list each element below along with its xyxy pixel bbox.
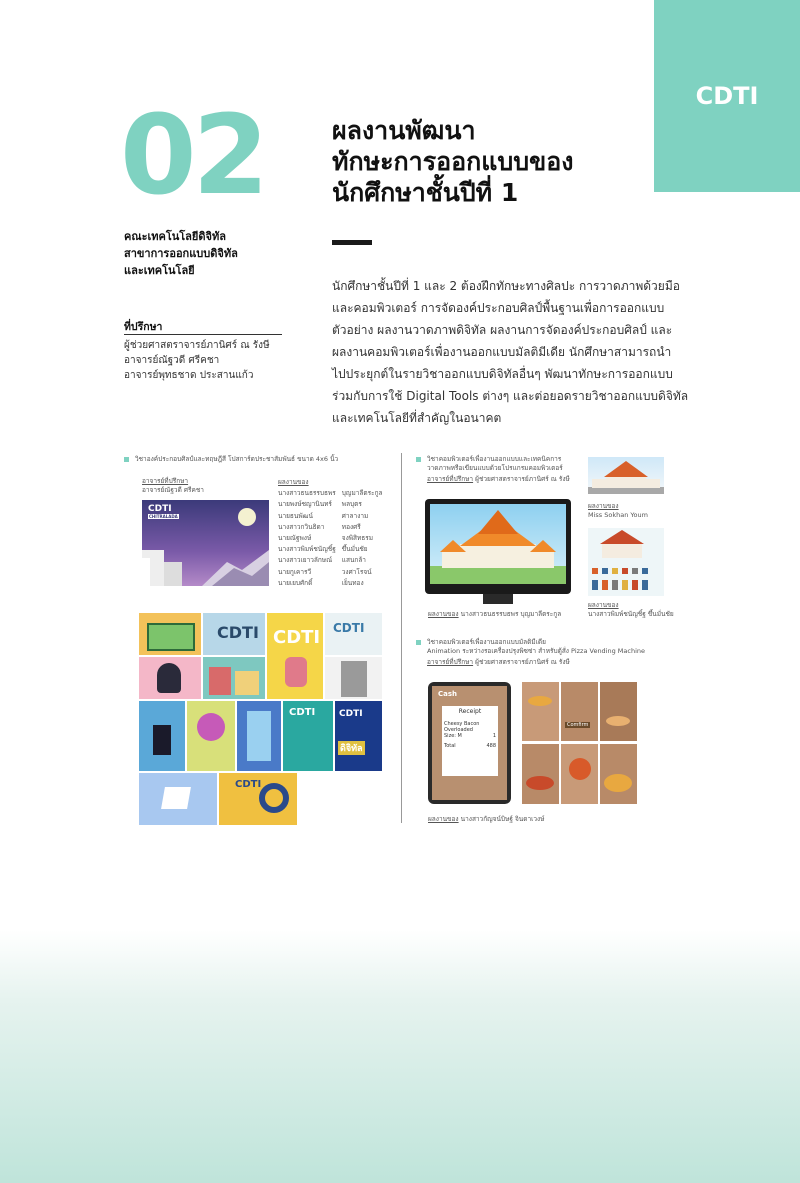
temple-elements-image <box>588 528 664 596</box>
right-bottom-caption: วิชาคอมพิวเตอร์เพื่องานออกแบบมัลติมีเดีย Animation ระหว่างรอเครื่องปรุงพิซซ่า สำหรับตู้สั่ง Pizza Vending Machine อาจารย์ที่ปรึกษา ผู้ช่วยศาสตราจารย์ภานิศร์ ณ รังษี <box>416 638 645 667</box>
title-line-3: นักศึกษาชั้นปีที่ 1 <box>332 178 519 207</box>
body-line: ผลงานคอมพิวเตอร์เพื่องานออกแบบมัลติมีเดีย นักศึกษาสามารถนำ <box>332 345 672 359</box>
monitor-image <box>425 499 571 594</box>
poster-collage <box>139 613 382 825</box>
advisor-name: อาจารย์ณัฐวดี ศรีคชา <box>124 355 220 366</box>
frame-tile <box>522 682 559 741</box>
poster-tile <box>187 701 235 771</box>
left-advisor <box>142 477 204 495</box>
temple-small-image <box>588 457 664 494</box>
monitor-stand <box>483 594 513 604</box>
advisor-name: อาจารย์พุทธชาด ประสานแก้ว <box>124 370 254 381</box>
poster-tile <box>139 613 201 655</box>
poster-tile: CDTI <box>325 613 382 655</box>
faculty-line-3: และเทคโนโลยี <box>124 264 195 277</box>
left-works-label: ผลงานของ <box>278 478 309 486</box>
title-underline <box>332 240 372 245</box>
tablet-image <box>428 682 511 804</box>
frame-tile <box>561 744 598 804</box>
body-line: ตัวอย่าง ผลงานวาดภาพดิจิทัล ผลงานการจัดองค์ประกอบศิลป์ และ <box>332 323 673 337</box>
section-number: 02 <box>120 91 266 219</box>
poster-tile: CDTI <box>203 613 265 655</box>
body-line: และเทคโนโลยีที่สำคัญในอนาคต <box>332 411 502 425</box>
frame-tile <box>522 744 559 804</box>
advisors-heading: ที่ปรึกษา <box>124 321 163 333</box>
poster-tile <box>203 657 265 699</box>
cdti-logo: CDTI CHITRALADA <box>148 504 178 519</box>
poster-tile: CDTI ดิจิทัล <box>335 701 382 771</box>
poster-tile <box>325 657 382 699</box>
title-line-2: ทักษะการออกแบบของ <box>332 147 574 176</box>
receipt-paper: Receipt Cheesy Bacon Overloaded Size: M 1 Total 488 <box>442 706 498 776</box>
frame-tile: Comfirm <box>561 682 598 741</box>
advisor-name: ผู้ช่วยศาสตราจารย์ภานิศร์ ณ รังษี <box>124 340 270 351</box>
body-line: นักศึกษาชั้นปีที่ 1 และ 2 ต้องฝึกทักษะทางศิลปะ การวาดภาพด้วยมือ <box>332 279 680 293</box>
animation-frames <box>522 682 637 804</box>
bullet-square-icon <box>124 457 129 462</box>
right-top-works: ผลงานของ นางสาวธนธรรบธพร บุญมาลีตระกูล <box>428 610 562 618</box>
right-top-advisor-name: ผู้ช่วยศาสตราจารย์ภานิศร์ ณ รังษี <box>475 475 570 483</box>
poster-tile <box>139 657 201 699</box>
bullet-square-icon <box>416 640 421 645</box>
night-postcard-image <box>142 500 269 586</box>
frame-tile <box>600 682 637 741</box>
poster-tile <box>139 773 217 825</box>
faculty-line-2: สาขาการออกแบบดิจิทัล <box>124 247 238 260</box>
body-paragraph <box>332 275 689 429</box>
side1-works: ผลงานของ Miss Sokhan Youm <box>588 502 648 519</box>
left-project-caption <box>124 455 338 464</box>
left-advisor-name: อาจารย์ณัฐวดี ศรีคชา <box>142 486 204 494</box>
poster-tile: CDTI <box>219 773 297 825</box>
side2-works: ผลงานของ นางสาวพิมพ์ชนัญชิ์ฐ ขึ้นมั่นชัย <box>588 601 674 618</box>
temple-illustration <box>430 504 566 584</box>
title-line-1: ผลงานพัฒนา <box>332 116 476 145</box>
body-line: ไปประยุกต์ในรายวิชาออกแบบดิจิทัลอื่นๆ พัฒนาทักษะการออกแบบ <box>332 367 673 381</box>
right-top-caption: วิชาคอมพิวเตอร์เพื่องานออกแบบและเทคนิคการ วาดภาพหรือเขียนแบบด้วยโปรแกรมคอมพิวเตอร์ อาจารย์ที่ปรึกษา ผู้ช่วยศาสตราจารย์ภานิศร์ ณ รังษี <box>416 455 570 484</box>
advisors-divider <box>124 334 282 335</box>
page-title <box>332 115 632 208</box>
bullet-square-icon <box>416 457 421 462</box>
left-works-students <box>278 477 383 589</box>
left-advisor-label: อาจารย์ที่ปรึกษา <box>142 477 189 485</box>
right-top-advisor-label: อาจารย์ที่ปรึกษา <box>427 475 474 483</box>
students-first-names: นางสาวธนธรรบธพร นายพงษ์ชญานินทร์ นายธนพัฒน์ นางสาวกวินธิดา นายณัฐพงษ์ นางสาวพิมพ์ชนัญชิ์ฐ นางสาวเยาวลักษณ์ นายกูเคารวี นายเยบศักดิ์ <box>278 489 336 587</box>
poster-tile <box>237 701 281 771</box>
poster-tile <box>139 701 185 771</box>
body-line: ร่วมกับการใช้ Digital Tools ต่างๆ และต่อยอดรายวิชาออกแบบดิจิทัล <box>332 389 689 403</box>
right-bottom-works: ผลงานของ นางสาวกัญจน์บิษฐ์ จินดาเวงษ์ <box>428 815 545 823</box>
poster-tile: CDTI <box>267 613 323 699</box>
poster-tile: CDTI <box>283 701 333 771</box>
frame-tile <box>600 744 637 804</box>
column-divider <box>401 453 402 823</box>
receipt-screen: Cash Receipt Cheesy Bacon Overloaded Size: M 1 Total 488 <box>432 686 507 800</box>
advisors-list <box>124 338 270 383</box>
faculty-line-1: คณะเทคโนโลยีดิจิทัล <box>124 230 226 243</box>
students-last-names: บุญมาลีตระกูล พลบุตร ศาลางาม ทองศรี จงพิสิทธรม ขึ้นมั่นชัย แสนกล้า วงศาโรจน์ เย็นทอง <box>341 489 383 587</box>
faculty-name <box>124 228 238 279</box>
left-caption-text: วิชาองค์ประกอบศิลป์และทฤษฎีสี โปสการ์ดประชาสัมพันธ์ ขนาด 4x6 นิ้ว <box>135 455 339 463</box>
body-line: และคอมพิวเตอร์ การจัดองค์ประกอบศิลป์พื้นฐานเพื่อการออกแบบ <box>332 301 665 315</box>
cdti-tab: CDTI <box>654 0 800 192</box>
